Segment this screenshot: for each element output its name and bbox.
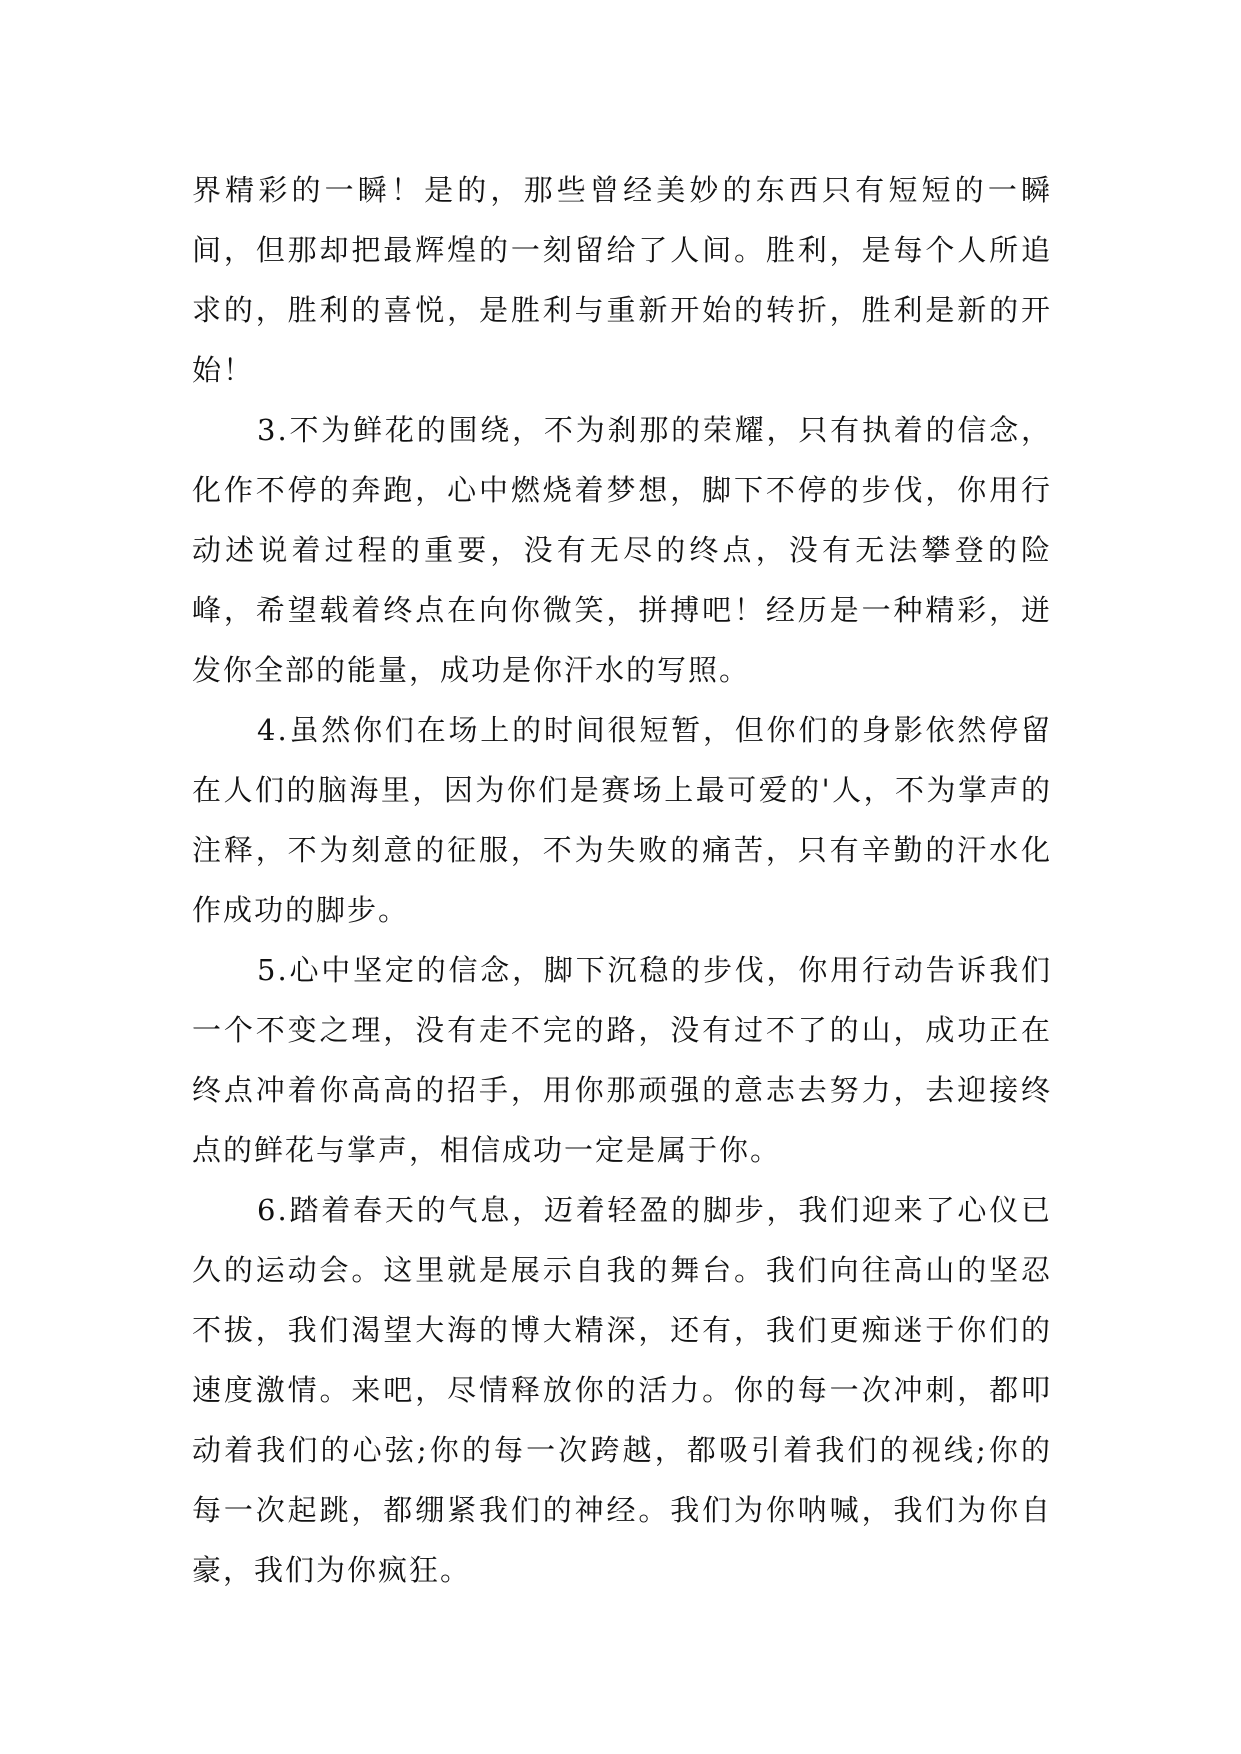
paragraph-item-4: 4.虽然你们在场上的时间很短暂，但你们的身影依然停留在人们的脑海里，因为你们是赛场上最可爱的'人，不为掌声的注释，不为刻意的征服，不为失败的痛苦，只有辛勤的汗水化作成功的脚步。	[192, 713, 1052, 927]
paragraph-continuation: 界精彩的一瞬！是的，那些曾经美妙的东西只有短短的一瞬间，但那却把最辉煌的一刻留给了人间。胜利，是每个人所追求的，胜利的喜悦，是胜利与重新开始的转折，胜利是新的开始！	[192, 173, 1052, 387]
paragraph-item-3: 3.不为鲜花的围绕，不为刹那的荣耀，只有执着的信念，化作不停的奔跑，心中燃烧着梦想，脚下不停的步伐，你用行动述说着过程的重要，没有无尽的终点，没有无法攀登的险峰，希望载着终点在向你微笑，拼搏吧！经历是一种精彩，迸发你全部的能量，成功是你汗水的写照。	[192, 413, 1052, 687]
paragraph-item-6: 6.踏着春天的气息，迈着轻盈的脚步，我们迎来了心仪已久的运动会。这里就是展示自我的舞台。我们向往高山的坚忍不拔，我们渴望大海的博大精深，还有，我们更痴迷于你们的速度激情。来吧，尽情释放你的活力。你的每一次冲刺，都叩动着我们的心弦;你的每一次跨越，都吸引着我们的视线;你的每一次起跳，都绷紧我们的神经。我们为你呐喊，我们为你自豪，我们为你疯狂。	[192, 1193, 1052, 1587]
paragraph-item-5: 5.心中坚定的信念，脚下沉稳的步伐，你用行动告诉我们一个不变之理，没有走不完的路，没有过不了的山，成功正在终点冲着你高高的招手，用你那顽强的意志去努力，去迎接终点的鲜花与掌声，相信成功一定是属于你。	[192, 953, 1052, 1167]
document-body	[192, 160, 1052, 1600]
